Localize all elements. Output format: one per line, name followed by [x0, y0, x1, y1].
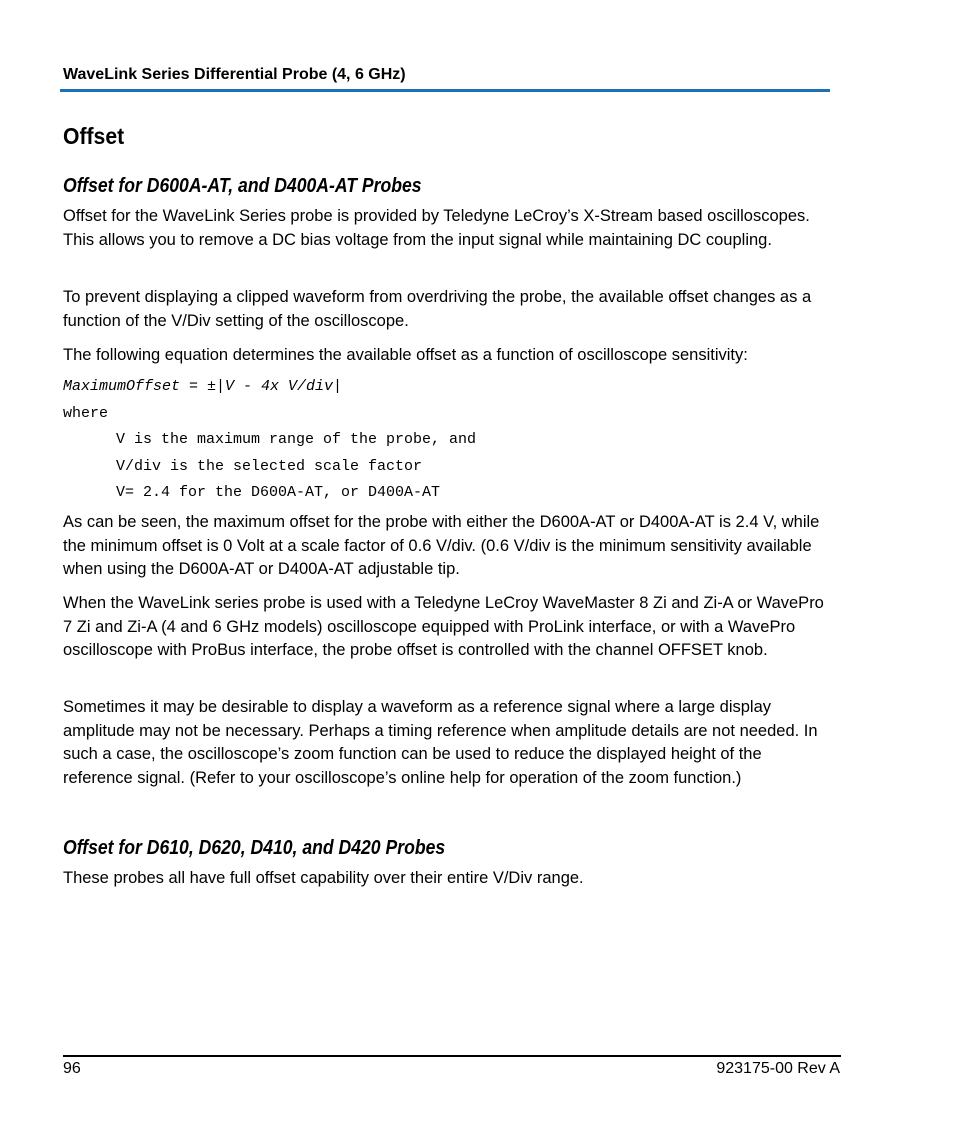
subsection-title-d600a: Offset for D600A-AT, and D400A-AT Probes: [63, 175, 422, 197]
equation: MaximumOffset = ±|V - 4x V/div|: [63, 378, 343, 395]
page-number: 96: [63, 1060, 81, 1077]
header-rule: [60, 89, 830, 92]
subsection-title-d610: Offset for D610, D620, D410, and D420 Probes: [63, 837, 446, 859]
paragraph: The following equation determines the available offset as a function of oscilloscope sensitivity:: [63, 346, 748, 364]
paragraph: To prevent displaying a clipped waveform from overdriving the probe, the available offset changes as a function of the V/Div setting of the oscilloscope.: [63, 288, 812, 330]
definition-line: V= 2.4 for the D600A-AT, or D400A-AT: [116, 484, 441, 501]
definition-line: V/div is the selected scale factor: [116, 458, 423, 475]
section-title: Offset: [63, 123, 125, 149]
document-number: 923175-00 Rev A: [716, 1060, 840, 1077]
footer-rule: [63, 1055, 841, 1057]
header-title: WaveLink Series Differential Probe (4, 6 GHz): [63, 66, 406, 83]
paragraph: Offset for the WaveLink Series probe is provided by Teledyne LeCroy’s X-Stream based oscilloscopes. This allows you to remove a DC bias voltage from the input signal while maintaining DC coupling.: [63, 207, 810, 249]
paragraph: When the WaveLink series probe is used with a Teledyne LeCroy WaveMaster 8 Zi and Zi-A or WavePro 7 Zi and Zi-A (4 and 6 GHz models) oscilloscope equipped with ProLink interface, or with a WavePro oscilloscope with ProBus interface, the probe offset is controlled with the channel OFFSET knob.: [63, 594, 824, 659]
paragraph: These probes all have full offset capability over their entire V/Div range.: [63, 869, 584, 887]
where-label: where: [63, 405, 109, 422]
paragraph: As can be seen, the maximum offset for the probe with either the D600A-AT or D400A-AT is 2.4 V, while the minimum offset is 0 Volt at a scale factor of 0.6 V/div. (0.6 V/div is the minimum sensitivity available when using the D600A-AT or D400A-AT adjustable tip.: [63, 513, 820, 578]
definition-line: V is the maximum range of the probe, and: [116, 431, 477, 448]
paragraph: Sometimes it may be desirable to display a waveform as a reference signal where a large display amplitude may not be necessary. Perhaps a timing reference when amplitude details are not needed. In such a case, the oscilloscope’s zoom function can be used to reduce the displayed height of the reference signal. (Refer to your oscilloscope’s online help for operation of the zoom function.): [63, 698, 818, 787]
